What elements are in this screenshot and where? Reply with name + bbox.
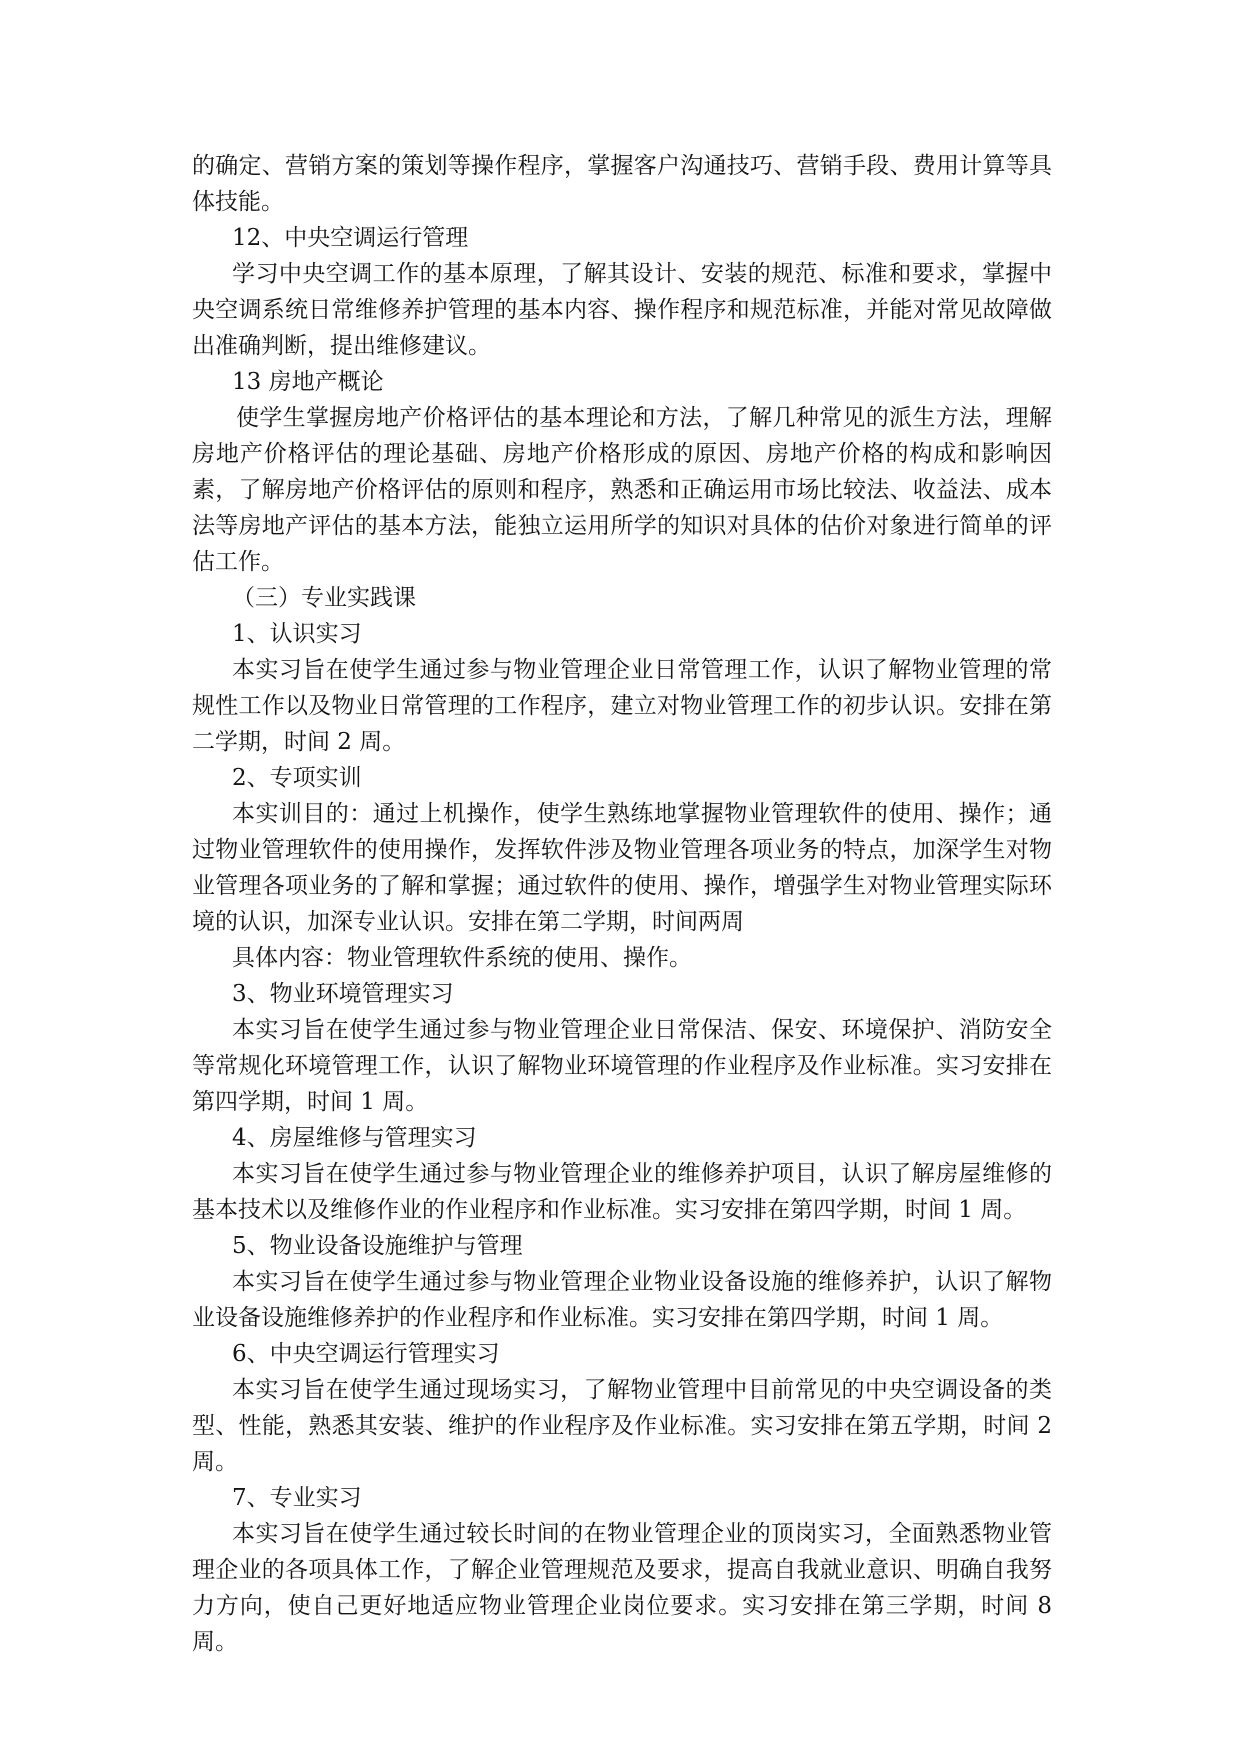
paragraph-intro-continued: 的确定、营销方案的策划等操作程序，掌握客户沟通技巧、营销手段、费用计算等具体技能。 — [192, 153, 1052, 215]
paragraph-real-estate-intro: 使学生掌握房地产价格评估的基本理论和方法，了解几种常见的派生方法，理解房地产价格评估的理论基础、房地产价格形成的原因、房地产价格的构成和影响因素，了解房地产价格评估的原则和程序，熟悉和正确运用市场比较法、收益法、成本法等房地产评估的基本方法，能独立运用所学的知识对具体的估价对象进行简单的评估工作。 — [192, 405, 1052, 575]
heading-special-training: 2、专项实训 — [232, 765, 362, 791]
heading-environment-internship: 3、物业环境管理实习 — [232, 981, 454, 1007]
heading-house-maintenance-internship: 4、房屋维修与管理实习 — [232, 1125, 477, 1151]
paragraph-professional-internship: 本实习旨在使学生通过较长时间的在物业管理企业的顶岗实习，全面熟悉物业管理企业的各项具体工作，了解企业管理规范及要求，提高自我就业意识、明确自我努力方向，使自己更好地适应物业管理企业岗位要求。实习安排在第三学期，时间 8 周。 — [192, 1521, 1052, 1655]
heading-central-ac-internship: 6、中央空调运行管理实习 — [232, 1341, 500, 1367]
paragraph-environment-internship: 本实习旨在使学生通过参与物业管理企业日常保洁、保安、环境保护、消防安全等常规化环境管理工作，认识了解物业环境管理的作业程序及作业标准。实习安排在第四学期，时间 1 周。 — [192, 1017, 1052, 1115]
heading-practice-courses: （三）专业实践课 — [232, 585, 416, 611]
heading-central-ac-management: 12、中央空调运行管理 — [232, 225, 469, 251]
heading-cognitive-internship: 1、认识实习 — [232, 621, 362, 647]
paragraph-special-training: 本实训目的：通过上机操作，使学生熟练地掌握物业管理软件的使用、操作；通过物业管理软件的使用操作，发挥软件涉及物业管理各项业务的特点，加深学生对物业管理各项业务的了解和掌握；通过软件的使用、操作，增强学生对物业管理实际环境的认识，加深专业认识。安排在第二学期，时间两周 — [192, 801, 1052, 935]
document-page — [192, 148, 1052, 1660]
heading-real-estate-intro: 13 房地产概论 — [232, 369, 384, 395]
paragraph-central-ac-management: 学习中央空调工作的基本原理，了解其设计、安装的规范、标准和要求，掌握中央空调系统日常维修养护管理的基本内容、操作程序和规范标准，并能对常见故障做出准确判断，提出维修建议。 — [192, 261, 1052, 359]
paragraph-facility-maintenance: 本实习旨在使学生通过参与物业管理企业物业设备设施的维修养护，认识了解物业设备设施维修养护的作业程序和作业标准。实习安排在第四学期，时间 1 周。 — [192, 1269, 1052, 1331]
heading-facility-maintenance: 5、物业设备设施维护与管理 — [232, 1233, 523, 1259]
paragraph-training-content: 具体内容：物业管理软件系统的使用、操作。 — [232, 945, 692, 971]
paragraph-central-ac-internship: 本实习旨在使学生通过现场实习，了解物业管理中目前常见的中央空调设备的类型、性能，熟悉其安装、维护的作业程序及作业标准。实习安排在第五学期，时间 2 周。 — [192, 1377, 1052, 1475]
heading-professional-internship: 7、专业实习 — [232, 1485, 362, 1511]
paragraph-cognitive-internship: 本实习旨在使学生通过参与物业管理企业日常管理工作，认识了解物业管理的常规性工作以及物业日常管理的工作程序，建立对物业管理工作的初步认识。安排在第二学期，时间 2 周。 — [192, 657, 1052, 755]
paragraph-house-maintenance-internship: 本实习旨在使学生通过参与物业管理企业的维修养护项目，认识了解房屋维修的基本技术以及维修作业的作业程序和作业标准。实习安排在第四学期，时间 1 周。 — [192, 1161, 1052, 1223]
